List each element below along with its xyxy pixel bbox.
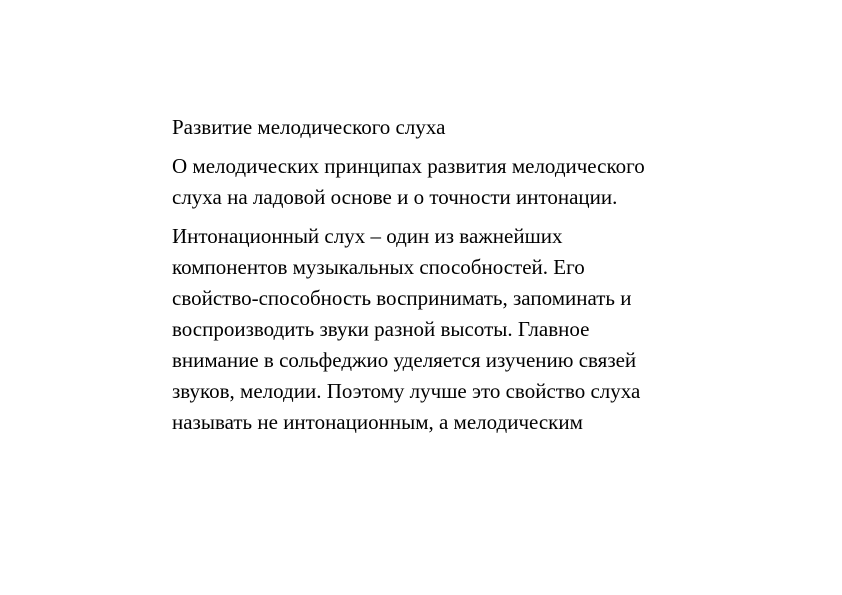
- subtitle-line: слуха на ладовой основе и о точности интонации.: [172, 185, 618, 209]
- document-title: [172, 112, 732, 143]
- title-line: Развитие мелодического слуха: [172, 115, 446, 139]
- body-line: свойство-способность воспринимать, запоминать и: [172, 286, 632, 310]
- body-line: компонентов музыкальных способностей. Его: [172, 255, 585, 279]
- body-line: называть не интонационным, а мелодическим: [172, 410, 583, 434]
- body-line: внимание в сольфеджио уделяется изучению связей: [172, 348, 637, 372]
- body-paragraph: [172, 221, 732, 438]
- subtitle-paragraph: [172, 151, 732, 213]
- document-text: [172, 112, 732, 446]
- body-line: звуков, мелодии. Поэтому лучше это свойство слуха: [172, 379, 641, 403]
- body-line: Интонационный слух – один из важнейших: [172, 224, 563, 248]
- body-line: воспроизводить звуки разной высоты. Главное: [172, 317, 590, 341]
- subtitle-line: О мелодических принципах развития мелодического: [172, 154, 645, 178]
